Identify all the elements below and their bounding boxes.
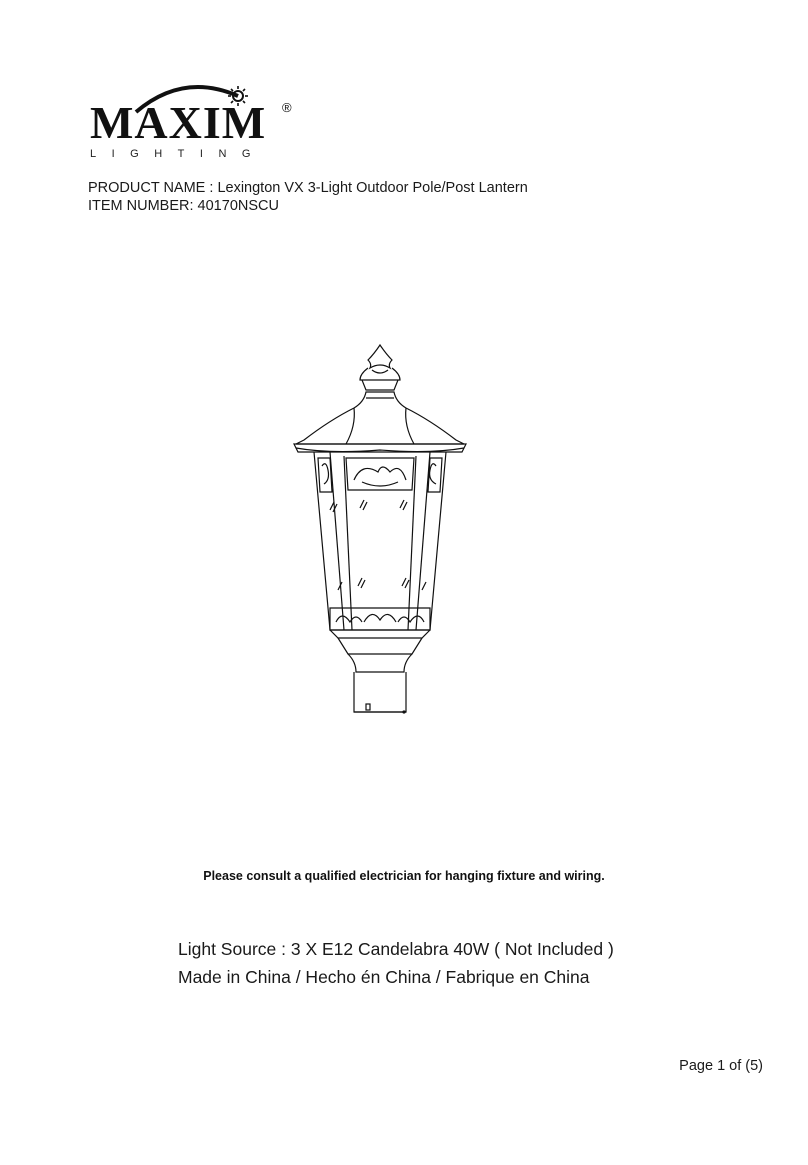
item-number: ITEM NUMBER: 40170NSCU	[88, 198, 279, 214]
logo-wordmark: MAXIM	[90, 97, 267, 148]
product-info	[88, 179, 528, 215]
page-number: Page 1 of (5)	[679, 1058, 763, 1074]
brand-logo	[88, 78, 308, 168]
product-name: PRODUCT NAME : Lexington VX 3-Light Outdoor Pole/Post Lantern	[88, 180, 528, 196]
electrician-warning: Please consult a qualified electrician for hanging fixture and wiring.	[203, 869, 605, 883]
light-source: Light Source : 3 X E12 Candelabra 40W ( Not Included )	[178, 939, 614, 959]
logo-subtitle: LIGHTING	[90, 148, 266, 160]
country-of-origin: Made in China / Hecho én China / Fabrique en China	[178, 967, 590, 987]
dome	[296, 392, 464, 444]
body	[314, 452, 446, 630]
finial	[368, 345, 392, 368]
lantern-illustration	[290, 340, 470, 720]
registered-mark: ®	[282, 100, 292, 115]
post-fitter	[348, 654, 412, 672]
specifications	[178, 935, 614, 991]
